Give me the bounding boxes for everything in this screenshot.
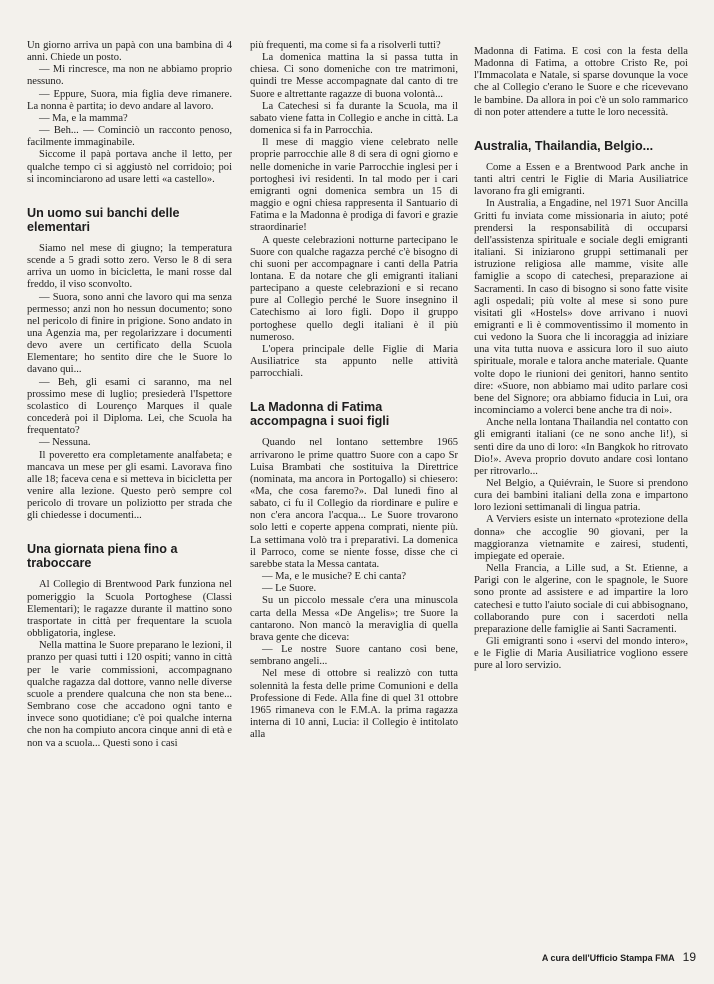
page-number: 19 <box>682 950 696 964</box>
paragraph: Siccome il papà portava anche il letto, per qualche tempo ci si aggiustò nel corridoio; poi si incominciarono ad usare letti «a castello». <box>27 149 232 185</box>
paragraph: Siamo nel mese di giugno; la temperatura scende a 5 gradi sotto zero. Verso le 8 di sera arriva un uomo in bicicletta, le mani rosse dal freddo, il viso sconvolto. <box>27 242 232 291</box>
paragraph: — Le Suore. <box>262 583 317 595</box>
section-heading: Una giornata piena fino a traboccare <box>27 542 178 571</box>
paragraph: A Verviers esiste un internato «protezione della donna» che accoglie 90 giovani, per la maggioranza vietnamite e zairesi, studenti, impiegate ed operaie. <box>474 514 688 562</box>
paragraph: Quando nel lontano settembre 1965 arrivarono le prime quattro Suore con a capo Sr Luisa Brambati che sostituiva la Direttrice (nominata, ma ancora in Portogallo) si chiesero: «Ma, che cosa faremo?». Dal lunedì fino al sabato, ci fu il Collegio da riordinare e pulire e non c'era ancora l'acqua... Le Suore trovarono solo letti e coperte appena comprati, niente più. La settimana volò tra i preparativi. La domenica il Parroco, come se niente fosse, disse che ci sarebbe stata la Messa cantata. <box>250 437 458 570</box>
paragraph: — Nessuna. <box>39 437 91 449</box>
paragraph: Nella mattina le Suore preparano le lezioni, il pranzo per quasi tutti i 120 ospiti; vanno in città per le varie commissioni, accompagnano qualche ragazza dal dottore, vanno nelle diverse scuole a prendere qualcuna che non sta bene... Sembrano cose che accadono ogni tanto e invece sono quotidiane; c'è poi qualche interna che non ha compiuto ancora cinque anni di età e non va a scuola... Questi sono i casi <box>27 640 232 749</box>
paragraph: — Beh, gli esami ci saranno, ma nel prossimo mese di luglio; presiederà l'Ispettore scolastico di Lourenço Marques il quale concederà poi il Diploma. Lei, che Scuola ha frequentato? <box>27 376 232 437</box>
paragraph: Anche nella lontana Thailandia nel contatto con gli emigranti italiani (ce ne sono anche lì!), si sentì dire da uno di loro: «In Bangkok ho ritrovato Dio!». Aveva proprio dovuto andare così lontano per ritrovarlo... <box>474 417 688 477</box>
paragraph: Su un piccolo messale c'era una minuscola carta della Messa «De Angelis»; tre Suore la cantarono. Non mancò la meraviglia di quella brava gente che diceva: <box>250 595 458 643</box>
section-heading: La Madonna di Fatima accompagna i suoi figli <box>250 400 390 429</box>
paragraph: — Le nostre Suore cantano così bene, sembrano angeli... <box>250 644 458 668</box>
paragraph: Un giorno arriva un papà con una bambina di 4 anni. Chiede un posto. <box>27 40 232 64</box>
paragraph: La domenica mattina la si passa tutta in chiesa. Ci sono domeniche con tre matrimoni, quindi tre Messe accompagnate dal canto di tre Suore e altrettante ragazze di buona volontà... <box>250 52 458 100</box>
paragraph: Al Collegio di Brentwood Park funziona nel pomeriggio la Scuola Portoghese (Classi Elementari); le ragazze durante il mattino sono trasportate in città per frequentare la scuola obbligatoria, inglese. <box>27 579 232 640</box>
section-heading: Australia, Thailandia, Belgio... <box>474 138 654 153</box>
paragraph: In Australia, a Engadine, nel 1971 Suor Ancilla Gritti fu inviata come missionaria in aiuto; poté prendersi la responsabilità di occuparsi dell'assistenza spirituale e sociale degli emigranti italiani. Si iniziarono gruppi settimanali per istruzione religiosa alle mamme, visite alle famiglie a scopo di catechesi, preparazione ai Sacramenti. In caso di bisogno si sono fatte visite agli ospedali; più volte al mese si sono pure visitati gli «Hostels» dove arrivano i nuovi emigranti e lì è commoventissimo il momento in cui vedono la Suora che li incoraggia ad iniziare una vita tutta nuova e assicura loro il suo aiuto spirituale, morale e talora anche materiale. Quante volte dopo le riunioni dei genitori, hanno sentito dire: «Suore, non abbiamo mai udito parlare così bene del Signore; ora abbiamo fiducia in Lui, ora incominciamo a volerci bene anche tra di noi». <box>474 198 688 417</box>
paragraph: Come a Essen e a Brentwood Park anche in tanti altri centri le Figlie di Maria Ausiliatrice lavorano fra gli emigranti. <box>474 161 688 198</box>
footer-credit: A cura dell'Ufficio Stampa FMA <box>541 953 675 963</box>
paragraph: Nella Francia, a Lille sud, a St. Etienne, a Parigi con le algerine, con le spagnole, le Suore sono pronte ad assistere e ad impartire la loro catechesi e tutto l'aiuto sociale di cui abbisognano, collaborando pure con i sacerdoti nella preparazione delle famiglie ai Santi Sacramenti. <box>474 563 688 635</box>
paragraph: Nel Belgio, a Quiévrain, le Suore si prendono cura dei bambini italiani della zona e impartono loro lezioni settimanali di lingua patria. <box>474 478 688 514</box>
paragraph: più frequenti, ma come si fa a risolverli tutti? <box>250 40 441 51</box>
paragraph: — Ma, e la mamma? <box>39 112 128 124</box>
paragraph: Il poveretto era completamente analfabeta; e mancava un mese per gli esami. Lavorava fino alle 18; faceva cena e si metteva in bicicletta per venire alla lezione. Questo però sempre col pericolo di trovare un poliziotto per strada che gli chiedesse i documenti... <box>27 449 232 522</box>
column-3 <box>474 46 688 673</box>
paragraph: A queste celebrazioni notturne partecipano le Suore con qualche ragazza perché c'è bisogno di chi suoni per accompagnare i canti della Patria lontana. E da notare che gli emigranti italiani partecipano a queste celebrazioni e si recano pure al Collegio perché le Suore insegnino il Catechismo ai loro figli. Dopo il gruppo portoghese quello degli italiani è il più numeroso. <box>250 234 458 343</box>
paragraph: Nel mese di ottobre si realizzò con tutta solennità la festa delle prime Comunioni e della Professione di Fede. Alla fine di quel 31 ottobre 1965 rimaneva con le F.M.A. la prima ragazza interna di 10 anni, Lucia: il Collegio è intitolato alla <box>250 668 458 741</box>
column-1 <box>27 40 232 750</box>
paragraph: Madonna di Fatima. E così con la festa della Madonna di Fatima, a ottobre Cristo Re, poi l'Immacolata e Natale, si sparse dovunque la voce che al Collegio c'erano le Suore e che ricevevano le bambine. Da allora in poi c'è un solo rammarico di non poter attendere a tutte le loro necessità. <box>474 46 688 118</box>
column-2 <box>250 40 458 741</box>
paragraph: — Mi rincresce, ma non ne abbiamo proprio nessuno. <box>27 64 232 88</box>
paragraph: — Ma, e le musiche? E chi canta? <box>262 571 407 583</box>
page-footer <box>542 950 696 964</box>
paragraph: — Eppure, Suora, mia figlia deve rimanere. La nonna è partita; io devo andare al lavoro. <box>27 88 232 112</box>
paragraph: — Beh... — Cominciò un racconto penoso, facilmente immaginabile. <box>27 125 232 149</box>
paragraph: L'opera principale delle Figlie di Maria Ausiliatrice sta appunto nelle attività parrocchiali. <box>250 343 458 380</box>
paragraph: La Catechesi si fa durante la Scuola, ma il sabato viene fatta in Collegio e anche in città. La domenica si fa in Parrocchia. <box>250 100 458 137</box>
paragraph: Gli emigranti sono i «servi del mondo intero», e le Figlie di Maria Ausiliatrice vogliono essere pure al loro servizio. <box>474 636 688 672</box>
section-heading: Un uomo sui banchi delle elementari <box>27 205 180 234</box>
paragraph: — Suora, sono anni che lavoro qui ma senza permesso; anzi non ho nessun documento; sono nel pericolo di finire in prigione. Sono andato in una Agenzia ma, per regolarizzare i documenti devo avere un certificato della Scuola Elementare; ho sentito dire che le Suore lo davano qui... <box>27 291 232 376</box>
paragraph: Il mese di maggio viene celebrato nelle proprie parrocchie alle 8 di sera di ogni giorno e nelle domeniche in varie Parrocchie inglesi per i portoghesi ivi residenti. In tal modo per i cari emigranti ogni domenica sembra un 15 di maggio e ogni chiesa rappresenta il Santuario di Fatima e la Madonna è prodiga di favori e grazie straordinarie! <box>250 137 458 234</box>
